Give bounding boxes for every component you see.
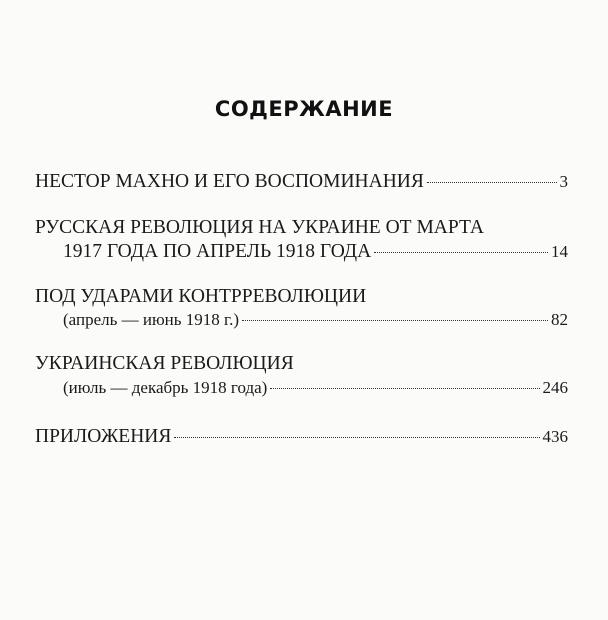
toc-page-number: 14: [551, 242, 568, 261]
toc-entry-ukrainian-revolution[interactable]: [63, 376, 568, 400]
toc-page-number: 436: [542, 427, 568, 446]
toc-entry-title: УКРАИНСКАЯ РЕВОЛЮЦИЯ: [35, 353, 294, 374]
toc-entry-title: ПОД УДАРАМИ КОНТРРЕВОЛЮЦИИ: [35, 286, 367, 307]
dot-leader: [270, 388, 539, 389]
toc-entry-title: ПРИЛОЖЕНИЯ: [35, 426, 172, 447]
toc-entry-title: НЕСТОР МАХНО И ЕГО ВОСПОМИНАНИЯ: [35, 171, 424, 192]
toc-page-number: 246: [542, 378, 568, 397]
toc-entry-russian-revolution-title: [35, 216, 568, 240]
dot-leader: [374, 252, 548, 253]
toc-entry-subtitle: 1917 ГОДА ПО АПРЕЛЬ 1918 ГОДА: [63, 241, 372, 262]
toc-entry-russian-revolution[interactable]: [63, 240, 568, 264]
toc-entry-ukrainian-revolution-title: [35, 352, 568, 376]
toc-page-number: 82: [551, 310, 568, 329]
toc-entry-subtitle: (апрель — июнь 1918 г.): [63, 310, 239, 329]
toc-page-number: 3: [559, 172, 568, 191]
toc-entry-title: РУССКАЯ РЕВОЛЮЦИЯ НА УКРАИНЕ ОТ МАРТА: [35, 217, 484, 238]
toc-entry-subtitle: (июль — декабрь 1918 года): [63, 378, 268, 397]
toc-entry-counterrevolution[interactable]: [63, 308, 568, 332]
toc-entry-nestor-makhno[interactable]: [35, 170, 568, 194]
toc-entry-counterrevolution-title: [35, 285, 568, 309]
toc-heading: СОДЕРЖАНИЕ: [214, 97, 394, 121]
toc-entry-appendices[interactable]: [35, 425, 568, 449]
dot-leader: [242, 320, 548, 321]
dot-leader: [174, 437, 539, 438]
dot-leader: [427, 182, 557, 183]
